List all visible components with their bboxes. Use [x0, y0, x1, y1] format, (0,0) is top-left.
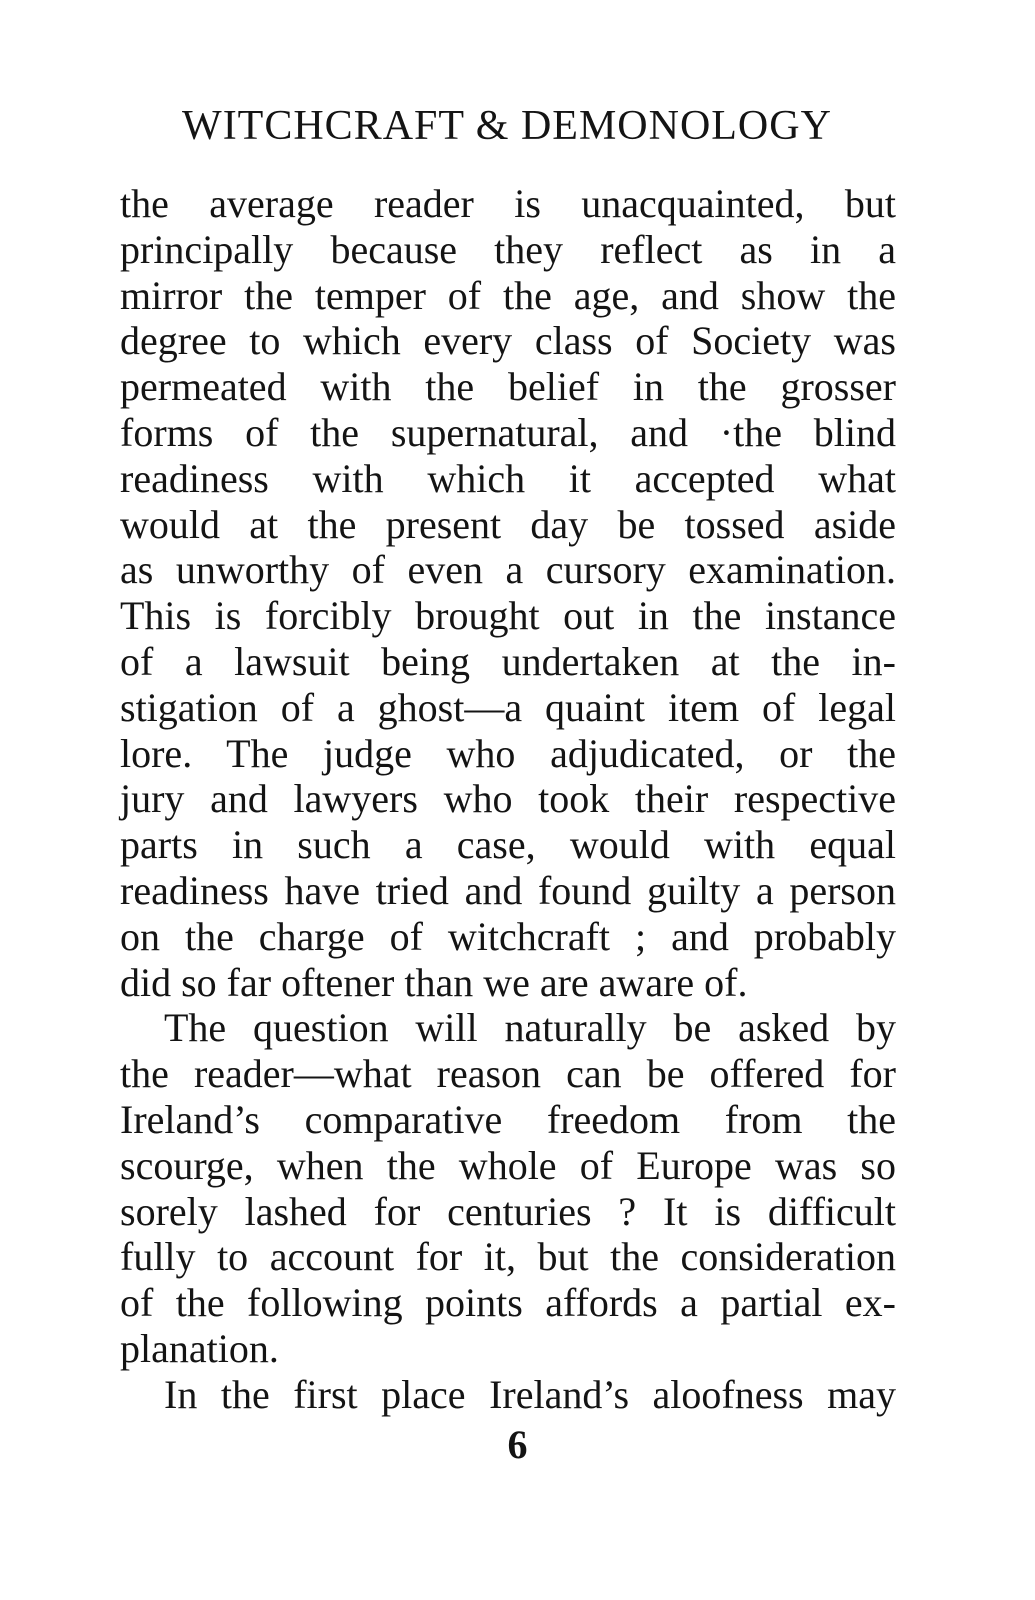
text-line: forms of the supernatural, and ·the blind [120, 409, 896, 455]
text-line: Ireland’s comparative freedom from the [120, 1096, 896, 1142]
text-line: planation. [120, 1325, 279, 1371]
text-line: principally because they reflect as in a [120, 226, 896, 272]
paragraph [120, 181, 896, 1005]
text-line: would at the present day be tossed aside [120, 501, 896, 547]
text-line: the average reader is unacquainted, but [120, 181, 896, 226]
text-line: parts in such a case, would with equal [120, 822, 896, 868]
text-line: as unworthy of even a cursory examination. [120, 547, 896, 593]
text-line: fully to account for it, but the consideration [120, 1234, 896, 1280]
paragraph [120, 1372, 896, 1418]
text-line: scourge, when the whole of Europe was so [120, 1142, 896, 1188]
text-line: In the first place Ireland’s aloofness may [164, 1371, 896, 1417]
running-head: WITCHCRAFT & DEMONOLOGY [182, 103, 832, 149]
text-line: degree to which every class of Society was [120, 318, 896, 364]
page-number: 6 [507, 1422, 528, 1467]
text-line: mirror the temper of the age, and show the [120, 272, 896, 318]
text-line: on the charge of witchcraft ; and probably [120, 913, 896, 959]
text-line: readiness have tried and found guilty a person [120, 867, 896, 913]
body-text [120, 181, 896, 1418]
text-line: did so far oftener than we are aware of. [120, 959, 748, 1005]
text-line: The question will naturally be asked by [164, 1005, 896, 1051]
text-line: of the following points affords a partial ex- [120, 1280, 896, 1326]
text-line: permeated with the belief in the grosser [120, 364, 896, 410]
text-line: the reader—what reason can be offered for [120, 1051, 896, 1097]
text-line: lore. The judge who adjudicated, or the [120, 730, 896, 776]
text-line: readiness with which it accepted what [120, 455, 896, 501]
text-line: This is forcibly brought out in the instance [120, 593, 896, 639]
paragraph [120, 1005, 896, 1371]
text-line: jury and lawyers who took their respective [120, 776, 896, 822]
text-line: of a lawsuit being undertaken at the in- [120, 638, 896, 684]
text-line: stigation of a ghost—a quaint item of legal [120, 684, 896, 730]
text-line: sorely lashed for centuries ? It is difficult [120, 1188, 896, 1234]
